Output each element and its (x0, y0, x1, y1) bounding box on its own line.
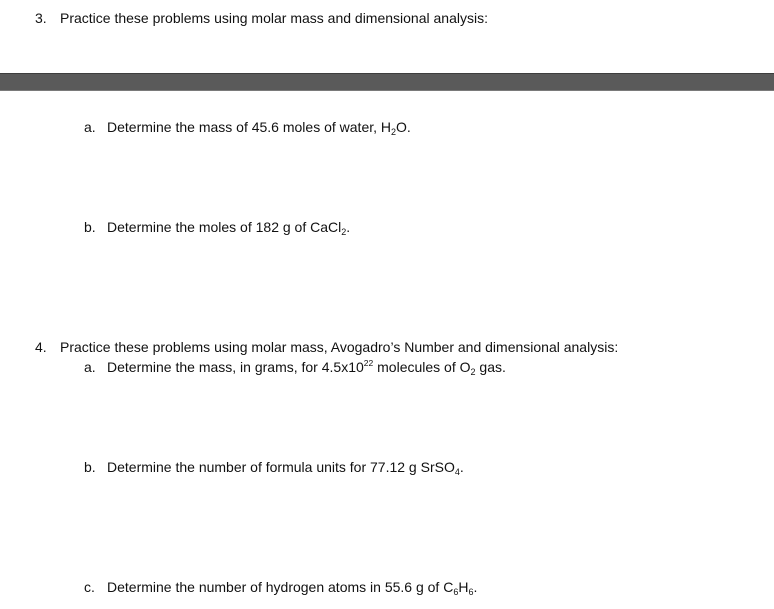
question-4c-subscript-1: 6 (453, 587, 459, 597)
question-3a-text: Determine the mass of 45.6 moles of water, H (107, 119, 392, 135)
question-4-number: 4. (35, 339, 47, 355)
question-3-text: Practice these problems using molar mass and dimensional analysis: (60, 10, 488, 26)
question-4a-superscript: 22 (363, 358, 374, 368)
question-3a (84, 118, 411, 136)
question-4a-label: a. (84, 359, 96, 375)
question-3-number: 3. (35, 10, 47, 26)
question-3a-tail: O. (396, 119, 411, 135)
question-3b-text: Determine the moles of 182 g of CaCl (107, 219, 342, 235)
question-4c-label: c. (84, 579, 95, 595)
question-3b-tail: . (346, 219, 351, 235)
question-4a (84, 358, 506, 376)
question-4c-mid: H (458, 579, 469, 595)
question-3 (35, 9, 488, 27)
question-3b-label: b. (84, 219, 96, 235)
question-4b (84, 458, 464, 476)
question-4c-tail: . (473, 579, 478, 595)
question-4b-subscript: 4 (454, 467, 460, 477)
question-3a-label: a. (84, 119, 96, 135)
question-3b-subscript: 2 (341, 227, 347, 237)
question-4b-tail: . (459, 459, 464, 475)
question-3b (84, 218, 350, 236)
question-4c-subscript-2: 6 (468, 587, 474, 597)
question-4a-mid: molecules of O (373, 359, 471, 375)
question-4-text: Practice these problems using molar mass, Avogadro’s Number and dimensional analysis: (60, 339, 619, 355)
question-4b-text: Determine the number of formula units for 77.12 g SrSO (107, 459, 455, 475)
question-4c (84, 578, 477, 596)
question-4b-label: b. (84, 459, 96, 475)
page-divider-bar (0, 73, 774, 91)
question-4c-text: Determine the number of hydrogen atoms in 55.6 g of C (107, 579, 454, 595)
question-4a-text: Determine the mass, in grams, for 4.5x10 (107, 359, 364, 375)
question-4a-tail: gas. (475, 359, 506, 375)
question-3a-subscript: 2 (391, 127, 397, 137)
question-4a-subscript: 2 (470, 367, 476, 377)
question-4 (35, 338, 618, 356)
